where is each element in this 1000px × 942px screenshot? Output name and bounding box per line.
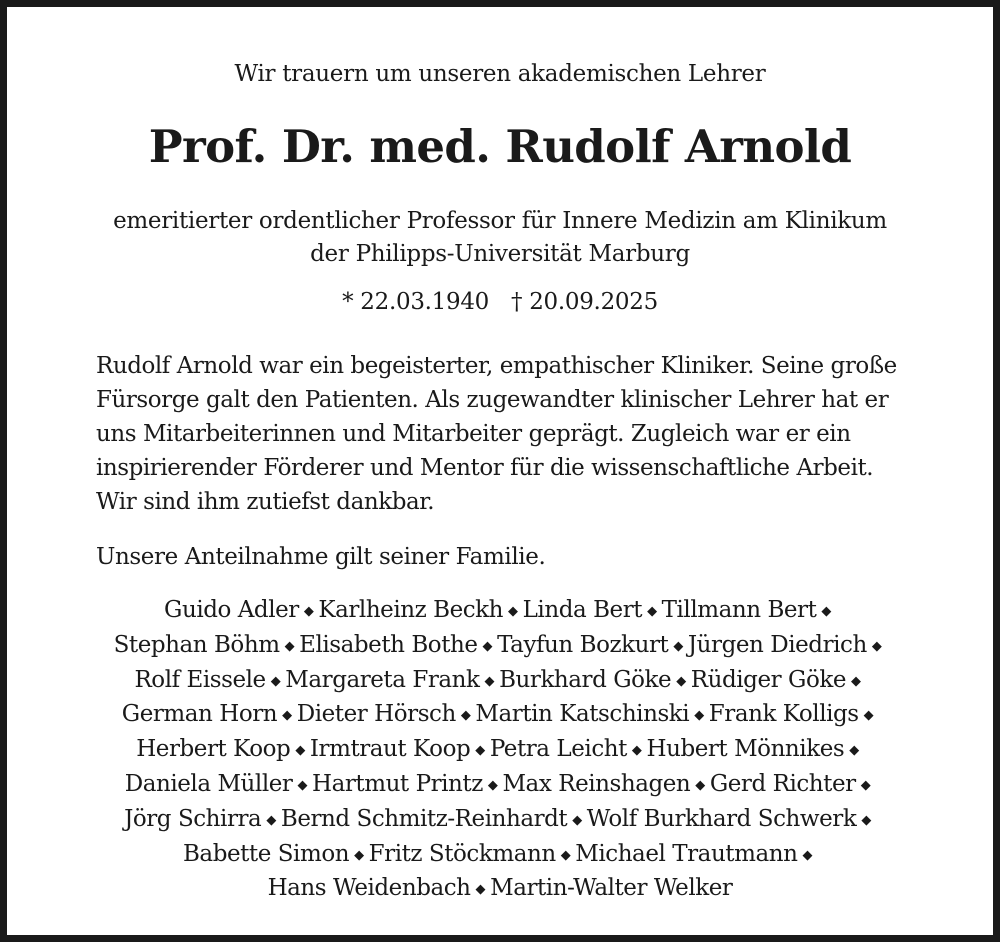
- signatory-name: Burkhard Göke: [499, 666, 672, 693]
- intro-line: Wir trauern um unseren akademischen Lehrer: [234, 61, 766, 87]
- signatory-line: [7, 768, 993, 803]
- signatory-line: [7, 733, 993, 768]
- separator-diamond-icon: ◆: [695, 777, 705, 793]
- signatory-name: Petra Leicht: [489, 736, 627, 763]
- signatory-list: [7, 594, 993, 907]
- signatory-name: Martin Katschinski: [475, 701, 690, 728]
- separator-diamond-icon: ◆: [270, 673, 281, 689]
- separator-diamond-icon: ◆: [802, 847, 813, 863]
- signatory-name: Karlheinz Beckh: [318, 597, 504, 623]
- signatory-name: Tillmann Bert: [661, 597, 817, 623]
- separator-diamond-icon: ◆: [284, 638, 295, 654]
- signatory-name: Elisabeth Bothe: [299, 631, 478, 658]
- birth-date: * 22.03.1940: [342, 289, 489, 315]
- signatory-line: [7, 629, 993, 664]
- separator-diamond-icon: ◆: [487, 777, 498, 793]
- position-line: der Philipps-Universität Marburg: [310, 241, 690, 267]
- separator-diamond-icon: ◆: [354, 847, 364, 863]
- signatory-name: Daniela Müller: [124, 770, 293, 797]
- signatory-name: Rüdiger Göke: [690, 666, 846, 693]
- signatory-name: Jürgen Diedrich: [687, 631, 867, 658]
- position-description: [7, 205, 993, 271]
- tribute-line: Rudolf Arnold war ein begeisterter, empathischer Kliniker. Seine große: [96, 353, 897, 379]
- signatory-line: [7, 664, 993, 699]
- separator-diamond-icon: ◆: [475, 743, 485, 759]
- separator-diamond-icon: ◆: [484, 673, 495, 689]
- separator-diamond-icon: ◆: [863, 708, 874, 724]
- death-date: † 20.09.2025: [511, 289, 658, 315]
- signatory-name: Stephan Böhm: [113, 631, 280, 658]
- signatory-name: Hans Weidenbach: [267, 875, 471, 902]
- signatory-name: Dieter Hörsch: [296, 701, 456, 728]
- signatory-name: Wolf Burkhard Schwerk: [586, 805, 857, 832]
- separator-diamond-icon: ◆: [647, 604, 657, 619]
- separator-diamond-icon: ◆: [694, 708, 704, 724]
- separator-diamond-icon: ◆: [560, 847, 571, 863]
- signatory-name: Hubert Mönnikes: [646, 736, 845, 763]
- deceased-name: Prof. Dr. med. Rudolf Arnold: [148, 120, 852, 173]
- position-line: emeritierter ordentlicher Professor für Innere Medizin am Klinikum: [113, 208, 887, 234]
- condolence-line: Unsere Anteilnahme gilt seiner Familie.: [96, 544, 546, 570]
- tribute-line: uns Mitarbeiterinnen und Mitarbeiter geprägt. Zugleich war er ein: [96, 421, 851, 447]
- signatory-name: Rolf Eissele: [134, 666, 266, 693]
- signatory-name: Frank Kolligs: [708, 701, 859, 728]
- signatory-name: Babette Simon: [182, 840, 350, 867]
- separator-diamond-icon: ◆: [572, 812, 582, 828]
- separator-diamond-icon: ◆: [676, 673, 686, 689]
- signatory-name: Guido Adler: [164, 597, 299, 623]
- separator-diamond-icon: ◆: [295, 743, 305, 759]
- signatory-name: Margareta Frank: [285, 666, 480, 693]
- signatory-line: [7, 803, 993, 838]
- separator-diamond-icon: ◆: [475, 882, 486, 898]
- tribute-line: Fürsorge galt den Patienten. Als zugewandter klinischer Lehrer hat er: [96, 387, 889, 413]
- separator-diamond-icon: ◆: [460, 708, 471, 724]
- signatory-name: Herbert Koop: [136, 736, 291, 763]
- separator-diamond-icon: ◆: [861, 812, 871, 828]
- tribute-line: Wir sind ihm zutiefst dankbar.: [96, 489, 435, 515]
- separator-diamond-icon: ◆: [297, 777, 307, 793]
- separator-diamond-icon: ◆: [673, 638, 683, 654]
- separator-diamond-icon: ◆: [849, 743, 859, 759]
- separator-diamond-icon: ◆: [282, 708, 292, 724]
- signatory-line: [7, 838, 993, 873]
- signatory-name: Gerd Richter: [709, 770, 856, 797]
- signatory-name: German Horn: [121, 701, 278, 728]
- signatory-line: [7, 698, 993, 733]
- signatory-name: Max Reinshagen: [502, 770, 691, 797]
- signatory-name: Hartmut Printz: [312, 770, 483, 797]
- signatory-name: Tayfun Bozkurt: [497, 631, 669, 658]
- signatory-name: Michael Trautmann: [575, 840, 798, 867]
- signatory-name: Fritz Stöckmann: [368, 840, 556, 867]
- tribute-text: [96, 349, 926, 519]
- separator-diamond-icon: ◆: [871, 638, 882, 654]
- separator-diamond-icon: ◆: [482, 638, 493, 654]
- separator-diamond-icon: ◆: [821, 604, 831, 619]
- separator-diamond-icon: ◆: [303, 604, 314, 619]
- separator-diamond-icon: ◆: [860, 777, 871, 793]
- signatory-name: Jörg Schirra: [124, 805, 262, 832]
- signatory-line: [7, 594, 993, 629]
- life-dates: [7, 286, 993, 319]
- tribute-line: inspirierender Förderer und Mentor für die wissenschaftliche Arbeit.: [96, 455, 874, 481]
- separator-diamond-icon: ◆: [266, 812, 276, 828]
- separator-diamond-icon: ◆: [850, 673, 861, 689]
- separator-diamond-icon: ◆: [508, 604, 518, 619]
- separator-diamond-icon: ◆: [631, 743, 642, 759]
- signatory-name: Bernd Schmitz-Reinhardt: [280, 805, 568, 832]
- signatory-name: Linda Bert: [522, 597, 643, 623]
- signatory-name: Martin-Walter Welker: [490, 875, 733, 902]
- signatory-line: [7, 872, 993, 907]
- signatory-name: Irmtraut Koop: [309, 736, 471, 763]
